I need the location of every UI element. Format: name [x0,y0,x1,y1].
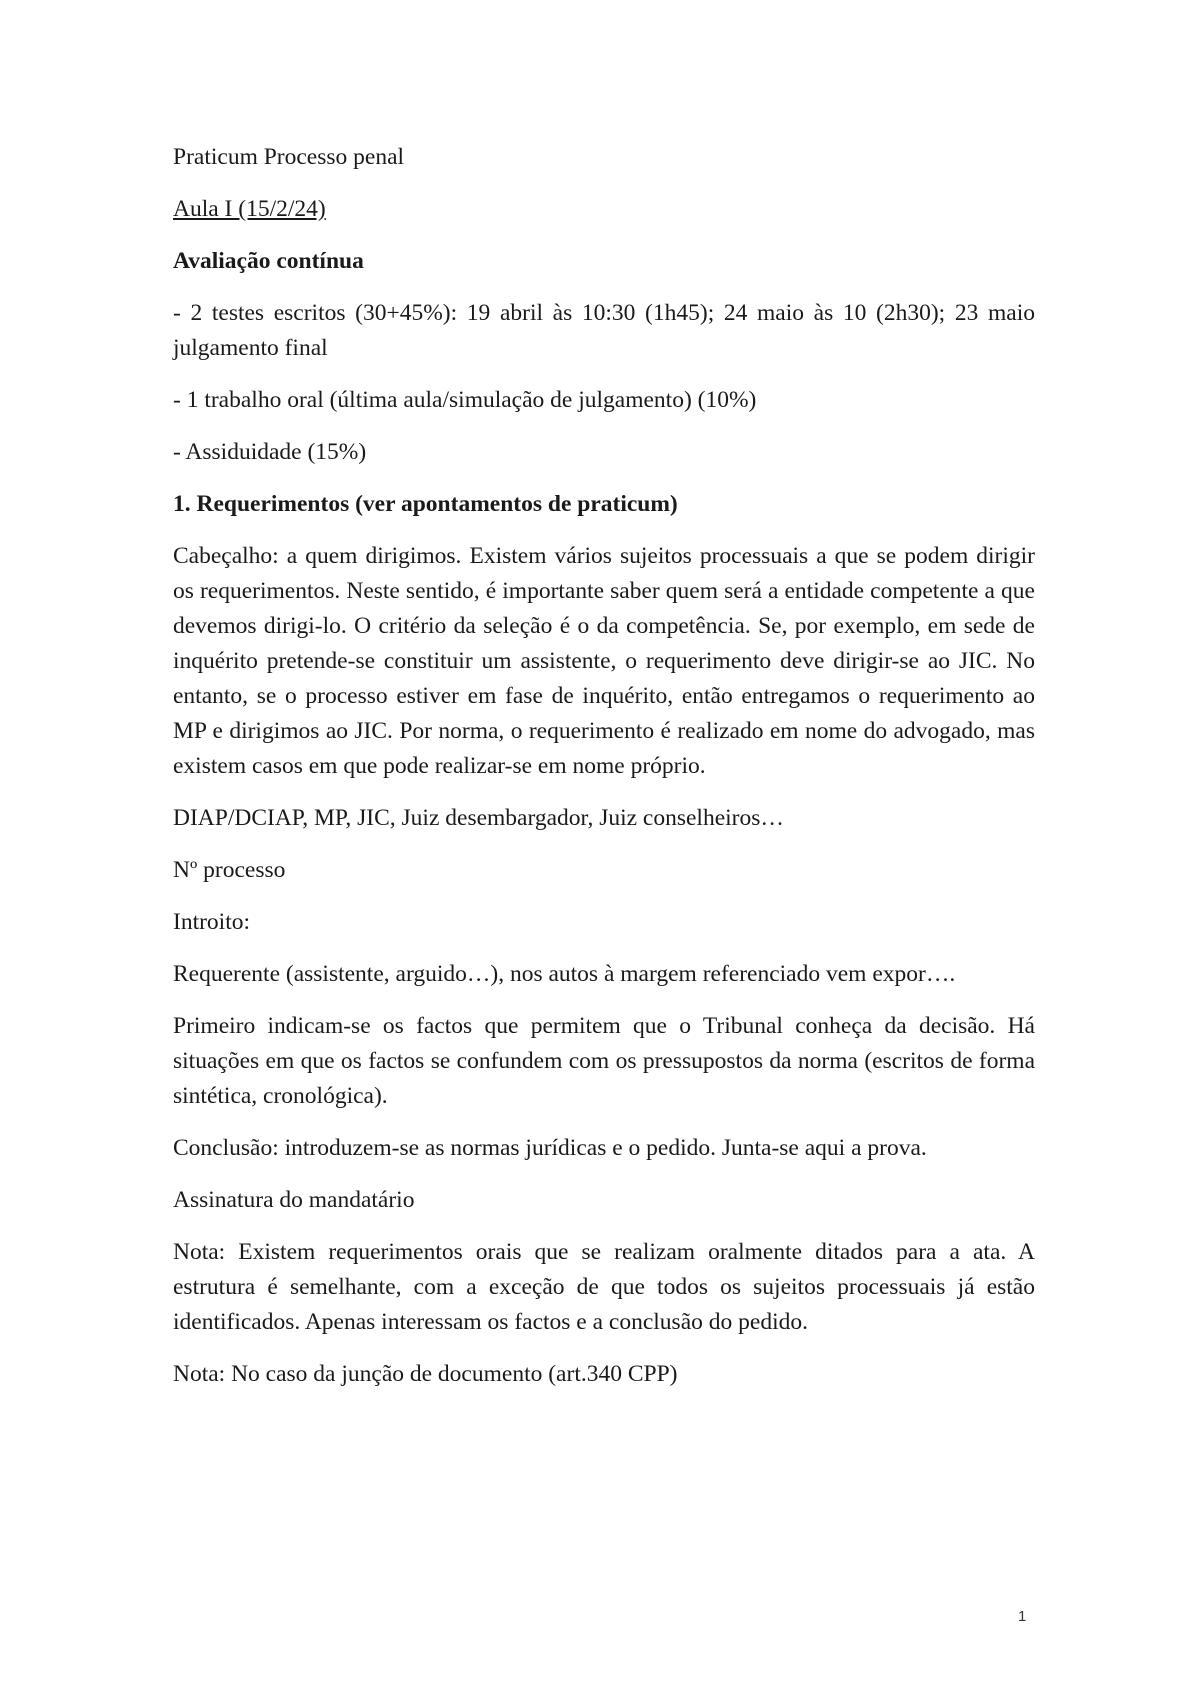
paragraph-nota-juncao: Nota: No caso da junção de documento (art.340 CPP) [173,1361,678,1387]
assessment-item-attendance: - Assiduidade (15%) [173,439,367,465]
paragraph-process-number: Nº processo [173,857,286,883]
paragraph-nota-orais: Nota: Existem requerimentos orais que se realizam oralmente ditados para a ata. A estrutura é semelhante, com a exceção de que todos os sujeitos processuais já estão identificados. Apenas interessam os factos e a conclusão do pedido. [173,1239,1035,1335]
assessment-item-oral: - 1 trabalho oral (última aula/simulação de julgamento) (10%) [173,387,757,413]
paragraph-cabecalho: Cabeçalho: a quem dirigimos. Existem vários sujeitos processuais a que se podem dirigir os requerimentos. Neste sentido, é importante saber quem será a entidade competente a que devemos dirigi-lo. O critério da seleção é o da competência. Se, por exemplo, em sede de inquérito pretende-se constituir um assistente, o requerimento deve dirigir-se ao JIC. No entanto, se o processo estiver em fase de inquérito, então entregamos o requerimento ao MP e dirigimos ao JIC. Por norma, o requerimento é realizado em nome do advogado, mas existem casos em que pode realizar-se em nome próprio. [173,543,1035,779]
paragraph-introito: Introito: [173,909,251,935]
assessment-heading: Avaliação contínua [173,248,364,274]
paragraph-requerente: Requerente (assistente, arguido…), nos autos à margem referenciado vem expor…. [173,961,956,987]
page-number: 1 [1018,1608,1027,1625]
paragraph-conclusao: Conclusão: introduzem-se as normas jurídicas e o pedido. Junta-se aqui a prova. [173,1135,927,1161]
lesson-heading: Aula I (15/2/24) [173,196,326,222]
paragraph-entities: DIAP/DCIAP, MP, JIC, Juiz desembargador, Juiz conselheiros… [173,805,784,831]
document-title: Praticum Processo penal [173,144,405,170]
section-heading: 1. Requerimentos (ver apontamentos de praticum) [173,491,678,517]
paragraph-assinatura: Assinatura do mandatário [173,1187,415,1213]
assessment-item-tests: - 2 testes escritos (30+45%): 19 abril às 10:30 (1h45); 24 maio às 10 (2h30); 23 maio julgamento final [173,300,1035,361]
document-page [173,140,1035,1409]
paragraph-factos: Primeiro indicam-se os factos que permitem que o Tribunal conheça da decisão. Há situações em que os factos se confundem com os pressupostos da norma (escritos de forma sintética, cronológica). [173,1013,1035,1109]
